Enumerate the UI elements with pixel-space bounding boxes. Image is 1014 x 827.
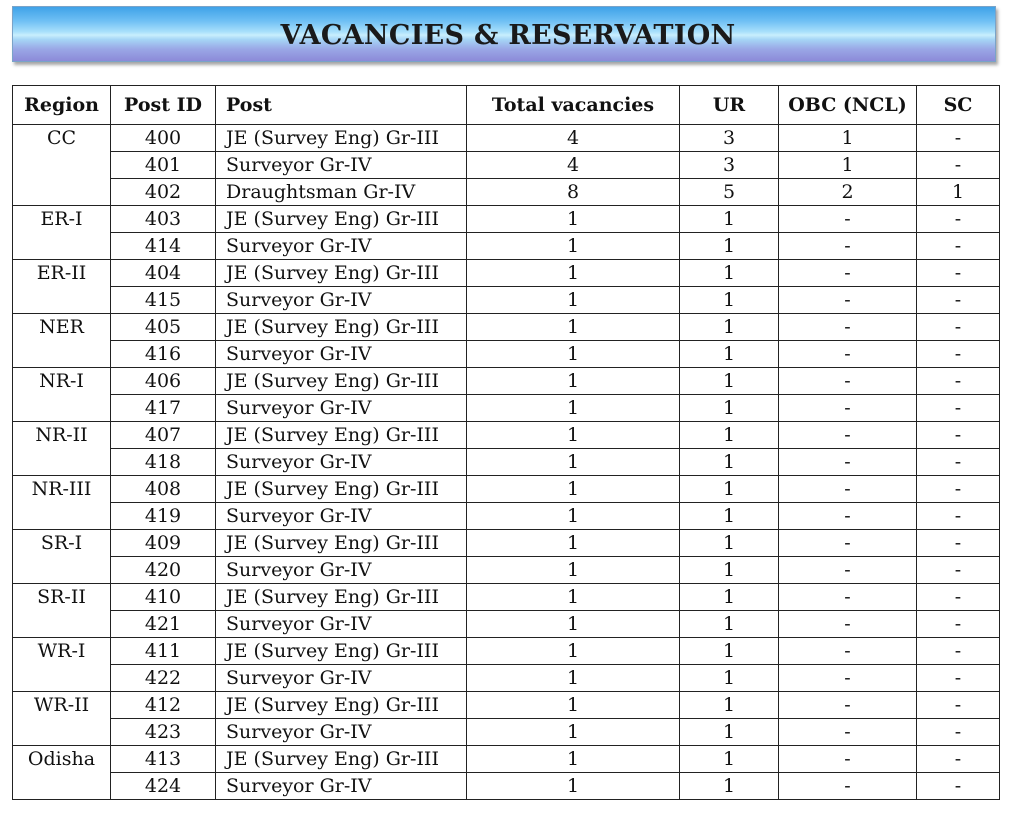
ur-cell: 3 [680,152,779,179]
post-name-cell: Surveyor Gr-IV [216,449,467,476]
obc-ncl-cell: - [779,719,917,746]
sc-cell: - [917,611,1000,638]
ur-cell: 1 [680,557,779,584]
post-id-cell: 423 [111,719,216,746]
sc-cell: - [917,449,1000,476]
ur-cell: 1 [680,233,779,260]
region-cell: CC [13,125,111,206]
table-row [13,449,1000,476]
total-vacancies-cell: 1 [467,638,680,665]
post-name-cell: JE (Survey Eng) Gr-III [216,692,467,719]
ur-cell: 1 [680,368,779,395]
table-row [13,206,1000,233]
sc-cell: - [917,314,1000,341]
post-id-cell: 412 [111,692,216,719]
ur-cell: 1 [680,449,779,476]
ur-cell: 3 [680,125,779,152]
table-row [13,314,1000,341]
ur-cell: 1 [680,206,779,233]
total-vacancies-cell: 1 [467,503,680,530]
total-vacancies-cell: 1 [467,584,680,611]
column-header-total-vacancies: Total vacancies [467,86,680,125]
sc-cell: - [917,368,1000,395]
sc-cell: - [917,530,1000,557]
post-id-cell: 421 [111,611,216,638]
total-vacancies-cell: 1 [467,233,680,260]
table-row [13,476,1000,503]
sc-cell: - [917,773,1000,800]
sc-cell: - [917,260,1000,287]
table-header [13,86,1000,125]
post-name-cell: JE (Survey Eng) Gr-III [216,314,467,341]
post-id-cell: 420 [111,557,216,584]
table-row [13,530,1000,557]
total-vacancies-cell: 1 [467,692,680,719]
total-vacancies-cell: 1 [467,773,680,800]
region-cell: NER [13,314,111,368]
sc-cell: - [917,557,1000,584]
obc-ncl-cell: - [779,476,917,503]
region-cell: WR-II [13,692,111,746]
table-row [13,260,1000,287]
post-name-cell: JE (Survey Eng) Gr-III [216,422,467,449]
post-name-cell: JE (Survey Eng) Gr-III [216,584,467,611]
ur-cell: 1 [680,611,779,638]
obc-ncl-cell: - [779,260,917,287]
post-id-cell: 416 [111,341,216,368]
obc-ncl-cell: - [779,233,917,260]
table-row [13,692,1000,719]
obc-ncl-cell: - [779,503,917,530]
post-name-cell: Surveyor Gr-IV [216,287,467,314]
ur-cell: 5 [680,179,779,206]
header-row [13,86,1000,125]
obc-ncl-cell: - [779,395,917,422]
obc-ncl-cell: - [779,314,917,341]
obc-ncl-cell: - [779,584,917,611]
post-id-cell: 401 [111,152,216,179]
post-name-cell: Surveyor Gr-IV [216,152,467,179]
post-name-cell: Surveyor Gr-IV [216,395,467,422]
obc-ncl-cell: 1 [779,152,917,179]
total-vacancies-cell: 8 [467,179,680,206]
ur-cell: 1 [680,665,779,692]
table-row [13,665,1000,692]
sc-cell: - [917,476,1000,503]
obc-ncl-cell: - [779,665,917,692]
post-id-cell: 406 [111,368,216,395]
total-vacancies-cell: 1 [467,395,680,422]
sc-cell: - [917,584,1000,611]
obc-ncl-cell: - [779,206,917,233]
sc-cell: - [917,746,1000,773]
ur-cell: 1 [680,341,779,368]
table-row [13,638,1000,665]
post-id-cell: 405 [111,314,216,341]
total-vacancies-cell: 1 [467,206,680,233]
obc-ncl-cell: - [779,449,917,476]
table-row [13,287,1000,314]
table-row [13,746,1000,773]
post-id-cell: 400 [111,125,216,152]
total-vacancies-cell: 1 [467,665,680,692]
post-id-cell: 413 [111,746,216,773]
obc-ncl-cell: 2 [779,179,917,206]
ur-cell: 1 [680,719,779,746]
region-cell: WR-I [13,638,111,692]
post-id-cell: 418 [111,449,216,476]
post-name-cell: JE (Survey Eng) Gr-III [216,206,467,233]
post-name-cell: Surveyor Gr-IV [216,611,467,638]
table-row [13,341,1000,368]
sc-cell: - [917,125,1000,152]
region-cell: NR-III [13,476,111,530]
ur-cell: 1 [680,746,779,773]
post-id-cell: 424 [111,773,216,800]
column-header-region: Region [13,86,111,125]
sc-cell: 1 [917,179,1000,206]
obc-ncl-cell: - [779,746,917,773]
sc-cell: - [917,638,1000,665]
post-name-cell: JE (Survey Eng) Gr-III [216,260,467,287]
obc-ncl-cell: - [779,368,917,395]
sc-cell: - [917,395,1000,422]
post-id-cell: 414 [111,233,216,260]
ur-cell: 1 [680,260,779,287]
table-row [13,179,1000,206]
ur-cell: 1 [680,395,779,422]
obc-ncl-cell: - [779,638,917,665]
total-vacancies-cell: 1 [467,260,680,287]
vacancies-table [12,85,1000,800]
ur-cell: 1 [680,773,779,800]
table-row [13,584,1000,611]
post-id-cell: 411 [111,638,216,665]
table-row [13,719,1000,746]
total-vacancies-cell: 1 [467,449,680,476]
table-row [13,773,1000,800]
post-id-cell: 409 [111,530,216,557]
total-vacancies-cell: 4 [467,125,680,152]
column-header-post-id: Post ID [111,86,216,125]
sc-cell: - [917,665,1000,692]
post-name-cell: Surveyor Gr-IV [216,665,467,692]
total-vacancies-cell: 4 [467,152,680,179]
post-name-cell: JE (Survey Eng) Gr-III [216,476,467,503]
post-name-cell: Surveyor Gr-IV [216,557,467,584]
obc-ncl-cell: - [779,773,917,800]
ur-cell: 1 [680,503,779,530]
total-vacancies-cell: 1 [467,611,680,638]
column-header-obc-ncl: OBC (NCL) [779,86,917,125]
post-name-cell: Surveyor Gr-IV [216,773,467,800]
region-cell: SR-II [13,584,111,638]
table-row [13,233,1000,260]
post-id-cell: 403 [111,206,216,233]
obc-ncl-cell: - [779,530,917,557]
ur-cell: 1 [680,422,779,449]
post-id-cell: 419 [111,503,216,530]
obc-ncl-cell: - [779,422,917,449]
ur-cell: 1 [680,287,779,314]
table-row [13,503,1000,530]
ur-cell: 1 [680,638,779,665]
region-cell: SR-I [13,530,111,584]
post-id-cell: 408 [111,476,216,503]
total-vacancies-cell: 1 [467,422,680,449]
ur-cell: 1 [680,530,779,557]
total-vacancies-cell: 1 [467,314,680,341]
post-name-cell: JE (Survey Eng) Gr-III [216,530,467,557]
sc-cell: - [917,152,1000,179]
region-cell: NR-I [13,368,111,422]
region-cell: NR-II [13,422,111,476]
obc-ncl-cell: - [779,287,917,314]
post-name-cell: JE (Survey Eng) Gr-III [216,746,467,773]
region-cell: ER-I [13,206,111,260]
table-row [13,125,1000,152]
region-cell: ER-II [13,260,111,314]
ur-cell: 1 [680,314,779,341]
post-name-cell: Surveyor Gr-IV [216,341,467,368]
post-id-cell: 410 [111,584,216,611]
total-vacancies-cell: 1 [467,719,680,746]
total-vacancies-cell: 1 [467,557,680,584]
table-row [13,395,1000,422]
total-vacancies-cell: 1 [467,287,680,314]
table-body [13,125,1000,800]
table-row [13,422,1000,449]
table-row [13,368,1000,395]
ur-cell: 1 [680,476,779,503]
table-row [13,152,1000,179]
total-vacancies-cell: 1 [467,746,680,773]
sc-cell: - [917,692,1000,719]
post-id-cell: 415 [111,287,216,314]
region-cell: Odisha [13,746,111,800]
post-name-cell: JE (Survey Eng) Gr-III [216,368,467,395]
post-id-cell: 402 [111,179,216,206]
post-name-cell: Surveyor Gr-IV [216,719,467,746]
post-id-cell: 417 [111,395,216,422]
column-header-ur: UR [680,86,779,125]
obc-ncl-cell: - [779,611,917,638]
post-name-cell: Surveyor Gr-IV [216,503,467,530]
post-name-cell: JE (Survey Eng) Gr-III [216,638,467,665]
sc-cell: - [917,287,1000,314]
post-id-cell: 407 [111,422,216,449]
obc-ncl-cell: - [779,557,917,584]
ur-cell: 1 [680,692,779,719]
page-title: VACANCIES & RESERVATION [280,19,736,51]
total-vacancies-cell: 1 [467,476,680,503]
sc-cell: - [917,233,1000,260]
sc-cell: - [917,719,1000,746]
post-name-cell: JE (Survey Eng) Gr-III [216,125,467,152]
table-row [13,611,1000,638]
post-id-cell: 422 [111,665,216,692]
obc-ncl-cell: 1 [779,125,917,152]
sc-cell: - [917,341,1000,368]
total-vacancies-cell: 1 [467,530,680,557]
obc-ncl-cell: - [779,692,917,719]
total-vacancies-cell: 1 [467,341,680,368]
ur-cell: 1 [680,584,779,611]
obc-ncl-cell: - [779,341,917,368]
table-row [13,557,1000,584]
title-banner [12,6,996,62]
post-name-cell: Draughtsman Gr-IV [216,179,467,206]
column-header-sc: SC [917,86,1000,125]
sc-cell: - [917,206,1000,233]
sc-cell: - [917,503,1000,530]
post-id-cell: 404 [111,260,216,287]
total-vacancies-cell: 1 [467,368,680,395]
post-name-cell: Surveyor Gr-IV [216,233,467,260]
sc-cell: - [917,422,1000,449]
column-header-post: Post [216,86,467,125]
